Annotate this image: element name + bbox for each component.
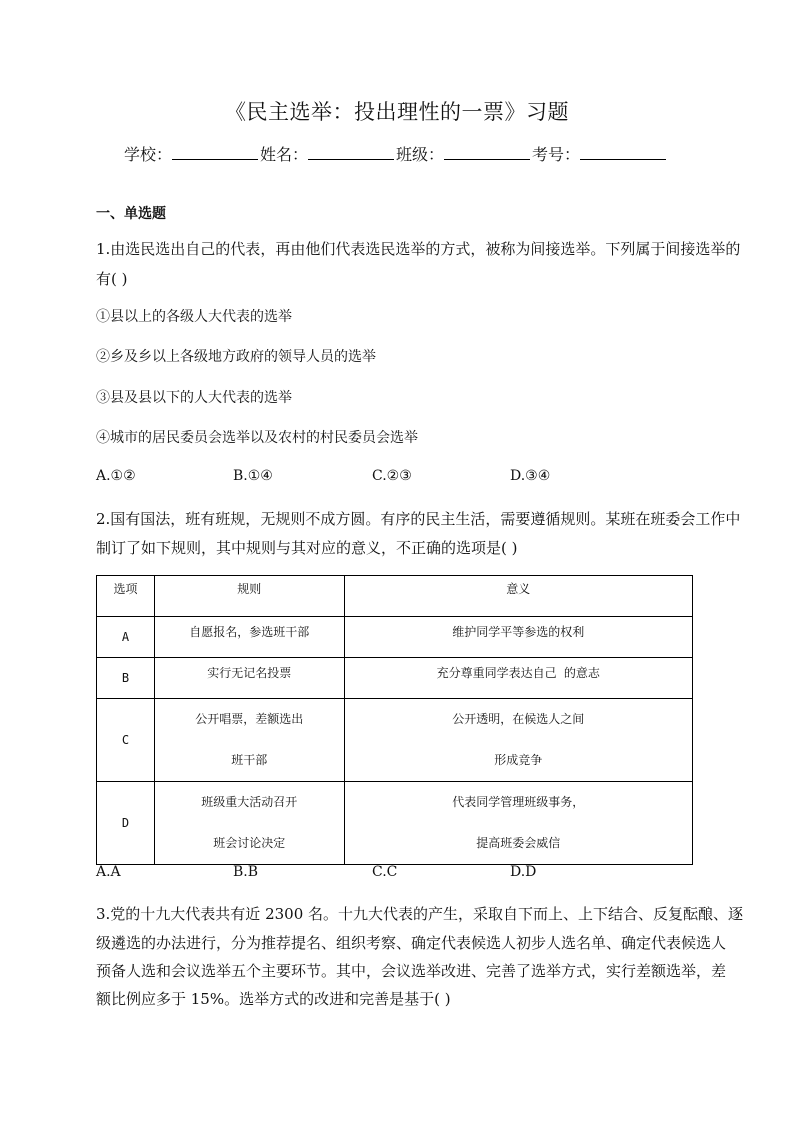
row-c-meaning-line1: 公开透明，在候选人之间 [452, 712, 585, 726]
table-row [97, 699, 693, 782]
table-row [97, 658, 693, 699]
exam-no-blank[interactable] [580, 145, 666, 160]
table-row [97, 617, 693, 658]
row-b-option: B [97, 658, 155, 699]
rules-table [96, 575, 693, 865]
row-a-rule: 自愿报名，参选班干部 [154, 617, 344, 658]
q1-stem-line1: 1.由选民选出自己的代表，再由他们代表选民选举的方式，被称为间接选举。下列属于间接选举的 [96, 240, 741, 258]
q3-stem-line3: 预备人选和会议选举五个主要环节。其中，会议选举改进、完善了选举方式，实行差额选举，差 [96, 962, 727, 980]
q1-option-b[interactable]: B.①④ [233, 468, 273, 484]
q2-options [96, 864, 696, 884]
q3-stem-line2: 级遴选的办法进行，分为推荐提名、组织考察、确定代表候选人初步人选名单、确定代表候选人 [96, 934, 727, 952]
header-rule: 规则 [154, 576, 344, 617]
q2-option-b[interactable]: B.B [233, 864, 259, 880]
header-option: 选项 [97, 576, 155, 617]
section-heading: 一、单选题 [96, 206, 166, 222]
row-d-rule-line2: 班会讨论决定 [213, 836, 286, 850]
row-c-rule [154, 699, 344, 782]
table-header-row [97, 576, 693, 617]
row-c-rule-line2: 班干部 [231, 753, 268, 767]
row-c-rule-line1: 公开唱票，差额选出 [195, 712, 304, 726]
name-label: 姓名： [260, 145, 309, 164]
row-b-rule: 实行无记名投票 [154, 658, 344, 699]
q2-option-d[interactable]: D.D [510, 864, 537, 880]
row-d-rule-line1: 班级重大活动召开 [201, 795, 298, 809]
q1-stem-line2: 有( ) [96, 270, 128, 288]
q1-item-4: ④城市的居民委员会选举以及农村的村民委员会选举 [96, 430, 418, 446]
q1-item-2: ②乡及乡以上各级地方政府的领导人员的选举 [96, 349, 376, 365]
row-d-meaning-line1: 代表同学管理班级事务， [452, 795, 585, 809]
q2-option-c[interactable]: C.C [372, 864, 398, 880]
student-info-line [124, 142, 668, 165]
row-d-meaning [344, 782, 692, 865]
class-blank[interactable] [444, 145, 530, 160]
class-label: 班级： [396, 145, 445, 164]
q1-item-3: ③县及县以下的人大代表的选举 [96, 390, 292, 406]
row-d-option: D [97, 782, 155, 865]
school-label: 学校： [124, 145, 173, 164]
row-c-option: C [97, 699, 155, 782]
table-row [97, 782, 693, 865]
name-blank[interactable] [308, 145, 394, 160]
q3-stem-line1: 3.党的十九大代表共有近 2300 名。十九大代表的产生，采取自下而上、上下结合、反复酝酿、逐 [96, 905, 744, 923]
exam-no-label: 考号： [532, 145, 581, 164]
row-d-meaning-line2: 提高班委会威信 [476, 836, 561, 850]
row-c-meaning-line2: 形成竞争 [494, 753, 543, 767]
row-d-rule [154, 782, 344, 865]
q1-options [96, 468, 696, 488]
row-a-meaning: 维护同学平等参选的权利 [344, 617, 692, 658]
school-blank[interactable] [172, 145, 258, 160]
q2-stem-line2: 制订了如下规则，其中规则与其对应的意义，不正确的选项是( ) [96, 539, 518, 557]
page-title: 《民主选举：投出理性的一票》习题 [225, 100, 569, 124]
q1-option-c[interactable]: C.②③ [372, 468, 412, 484]
q1-option-d[interactable]: D.③④ [510, 468, 551, 484]
q1-option-a[interactable]: A.①② [96, 468, 136, 484]
row-b-meaning: 充分尊重同学表达自己 的意志 [344, 658, 692, 699]
header-meaning: 意义 [344, 576, 692, 617]
q2-option-a[interactable]: A.A [96, 864, 121, 880]
q1-item-1: ①县以上的各级人大代表的选举 [96, 309, 292, 325]
row-a-option: A [97, 617, 155, 658]
q3-stem-line4: 额比例应多于 15%。选举方式的改进和完善是基于( ) [96, 990, 451, 1008]
row-c-meaning [344, 699, 692, 782]
q2-stem-line1: 2.国有国法，班有班规，无规则不成方圆。有序的民主生活，需要遵循规则。某班在班委会工作中 [96, 510, 741, 528]
